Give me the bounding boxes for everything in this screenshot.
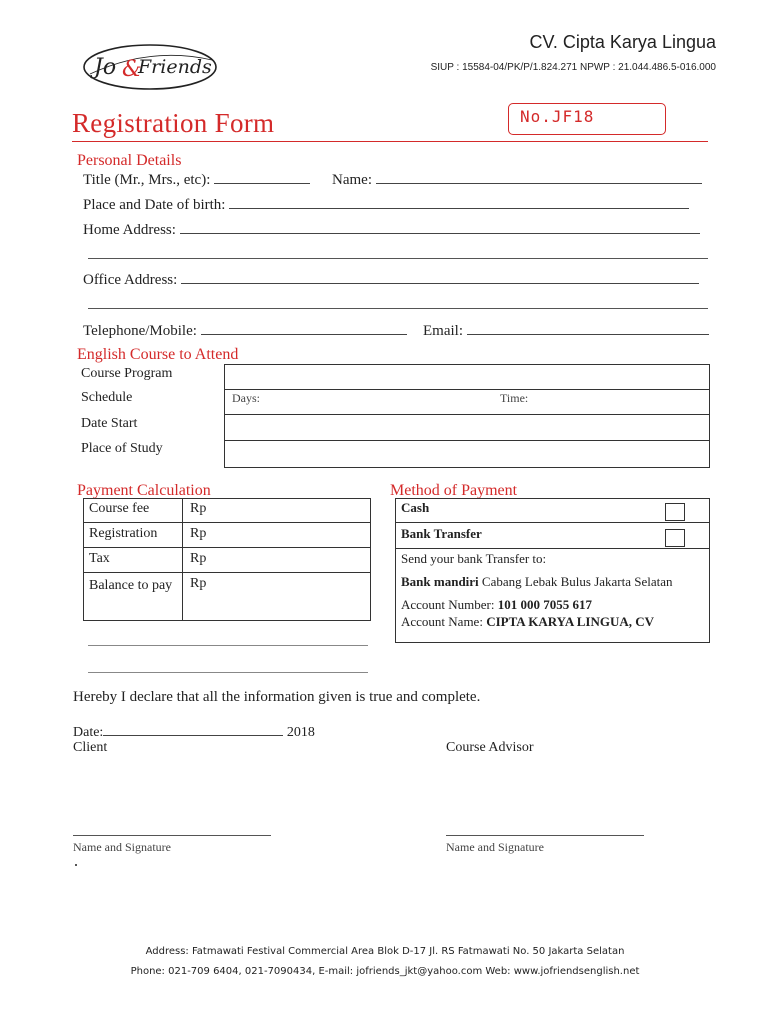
place-of-study-label: Place of Study — [81, 441, 163, 456]
advisor-signature-line[interactable] — [446, 835, 644, 836]
place-of-study-cell[interactable] — [225, 441, 707, 465]
payment-note-line[interactable] — [88, 672, 368, 673]
payment-calc-row-divider — [84, 572, 370, 573]
svg-text:&: & — [122, 57, 142, 82]
footer-address: Address: Fatmawati Festival Commercial Area Blok D-17 Jl. RS Fatmawati No. 50 Jakarta Selatan — [145, 946, 625, 957]
bank-line — [401, 574, 673, 590]
payment-note-line[interactable] — [88, 645, 368, 646]
payment-method-heading: Method of Payment — [390, 482, 518, 499]
logo-emblem — [80, 40, 220, 94]
time-label: Time: — [500, 391, 529, 405]
bank-branch: Cabang Lebak Bulus Jakarta Selatan — [481, 574, 673, 589]
days-label: Days: — [232, 391, 260, 405]
home-address-field[interactable] — [83, 221, 700, 239]
course-program-cell[interactable] — [225, 365, 707, 389]
bank-name: Bank mandiri — [401, 574, 479, 589]
office-address-field[interactable] — [83, 271, 699, 289]
advisor-signature-label: Name and Signature — [446, 840, 544, 854]
cash-checkbox[interactable] — [665, 503, 685, 521]
bank-transfer-checkbox[interactable] — [665, 529, 685, 547]
office-address-blank[interactable] — [181, 271, 699, 284]
payment-calc-row-divider — [84, 547, 370, 548]
account-name-line — [401, 614, 654, 630]
name-label: Name: — [332, 172, 372, 188]
client-signature-label: Name and Signature — [73, 840, 171, 854]
email-blank[interactable] — [467, 322, 709, 335]
title-blank[interactable] — [214, 171, 310, 184]
course-advisor-label: Course Advisor — [446, 740, 534, 755]
course-fee-label: Course fee — [89, 501, 150, 516]
registration-fee-currency[interactable]: Rp — [190, 526, 207, 541]
office-address-label: Office Address: — [83, 272, 178, 288]
payment-calc-row-divider — [84, 522, 370, 523]
svg-text:Friends: Friends — [138, 56, 212, 78]
payment-method-row-divider — [396, 522, 709, 523]
date-blank[interactable] — [103, 723, 283, 736]
account-number: 101 000 7055 617 — [497, 597, 593, 612]
email-label: Email: — [423, 323, 463, 339]
svg-text:Jo: Jo — [94, 55, 117, 80]
client-label: Client — [73, 740, 108, 755]
date-start-cell[interactable] — [225, 415, 707, 439]
footer-contact: Phone: 021-709 6404, 021-7090434, E-mail: jofriends_jkt@yahoo.com Web: www.jofriendsenglish.net — [130, 966, 640, 977]
stray-dot — [75, 864, 77, 866]
email-field[interactable] — [423, 322, 709, 340]
payment-calc-column-divider — [182, 499, 183, 620]
registration-ids: SIUP : 15584-04/PK/P/1.824.271 NPWP : 21.044.486.5-016.000 — [430, 62, 716, 73]
birth-label: Place and Date of birth: — [83, 197, 226, 213]
title-divider — [72, 141, 708, 142]
tax-currency[interactable]: Rp — [190, 551, 207, 566]
title-field[interactable] — [83, 171, 310, 189]
home-address-label: Home Address: — [83, 222, 176, 238]
account-number-line — [401, 597, 592, 613]
client-signature-line[interactable] — [73, 835, 271, 836]
course-heading: English Course to Attend — [77, 346, 239, 363]
office-address-line-2[interactable] — [88, 308, 708, 309]
form-title: Registration Form — [72, 108, 275, 138]
account-name: CIPTA KARYA LINGUA, CV — [486, 614, 655, 629]
schedule-label: Schedule — [81, 390, 133, 405]
phone-label: Telephone/Mobile: — [83, 323, 197, 339]
name-field[interactable] — [332, 171, 702, 189]
declaration-text: Hereby I declare that all the information given is true and complete. — [73, 689, 481, 705]
birth-blank[interactable] — [229, 196, 689, 209]
birth-field[interactable] — [83, 196, 689, 214]
personal-details-heading: Personal Details — [77, 152, 182, 169]
date-label: Date: — [73, 725, 104, 740]
phone-field[interactable] — [83, 322, 407, 340]
title-label: Title (Mr., Mrs., etc): — [83, 172, 211, 188]
tax-label: Tax — [89, 551, 110, 566]
course-fee-currency[interactable]: Rp — [190, 501, 207, 516]
send-transfer-note: Send your bank Transfer to: — [401, 551, 547, 566]
payment-calc-heading: Payment Calculation — [77, 482, 211, 499]
home-address-blank[interactable] — [180, 221, 700, 234]
payment-method-row-divider — [396, 548, 709, 549]
registration-fee-label: Registration — [89, 526, 158, 541]
phone-blank[interactable] — [201, 322, 407, 335]
company-name: CV. Cipta Karya Lingua — [529, 32, 716, 52]
bank-transfer-label: Bank Transfer — [401, 526, 482, 541]
date-year: 2018 — [286, 725, 315, 740]
name-blank[interactable] — [376, 171, 702, 184]
account-name-label: Account Name: — [401, 614, 483, 629]
company-logo — [80, 40, 220, 94]
balance-label: Balance to pay — [89, 578, 173, 593]
form-number: No.JF18 — [520, 107, 595, 126]
course-table-divider — [225, 389, 709, 390]
cash-label: Cash — [401, 500, 430, 515]
course-program-label: Course Program — [81, 366, 173, 381]
account-number-label: Account Number: — [401, 597, 495, 612]
home-address-line-2[interactable] — [88, 258, 708, 259]
date-field[interactable] — [73, 723, 315, 741]
date-start-label: Date Start — [81, 416, 138, 431]
balance-currency[interactable]: Rp — [190, 576, 207, 591]
